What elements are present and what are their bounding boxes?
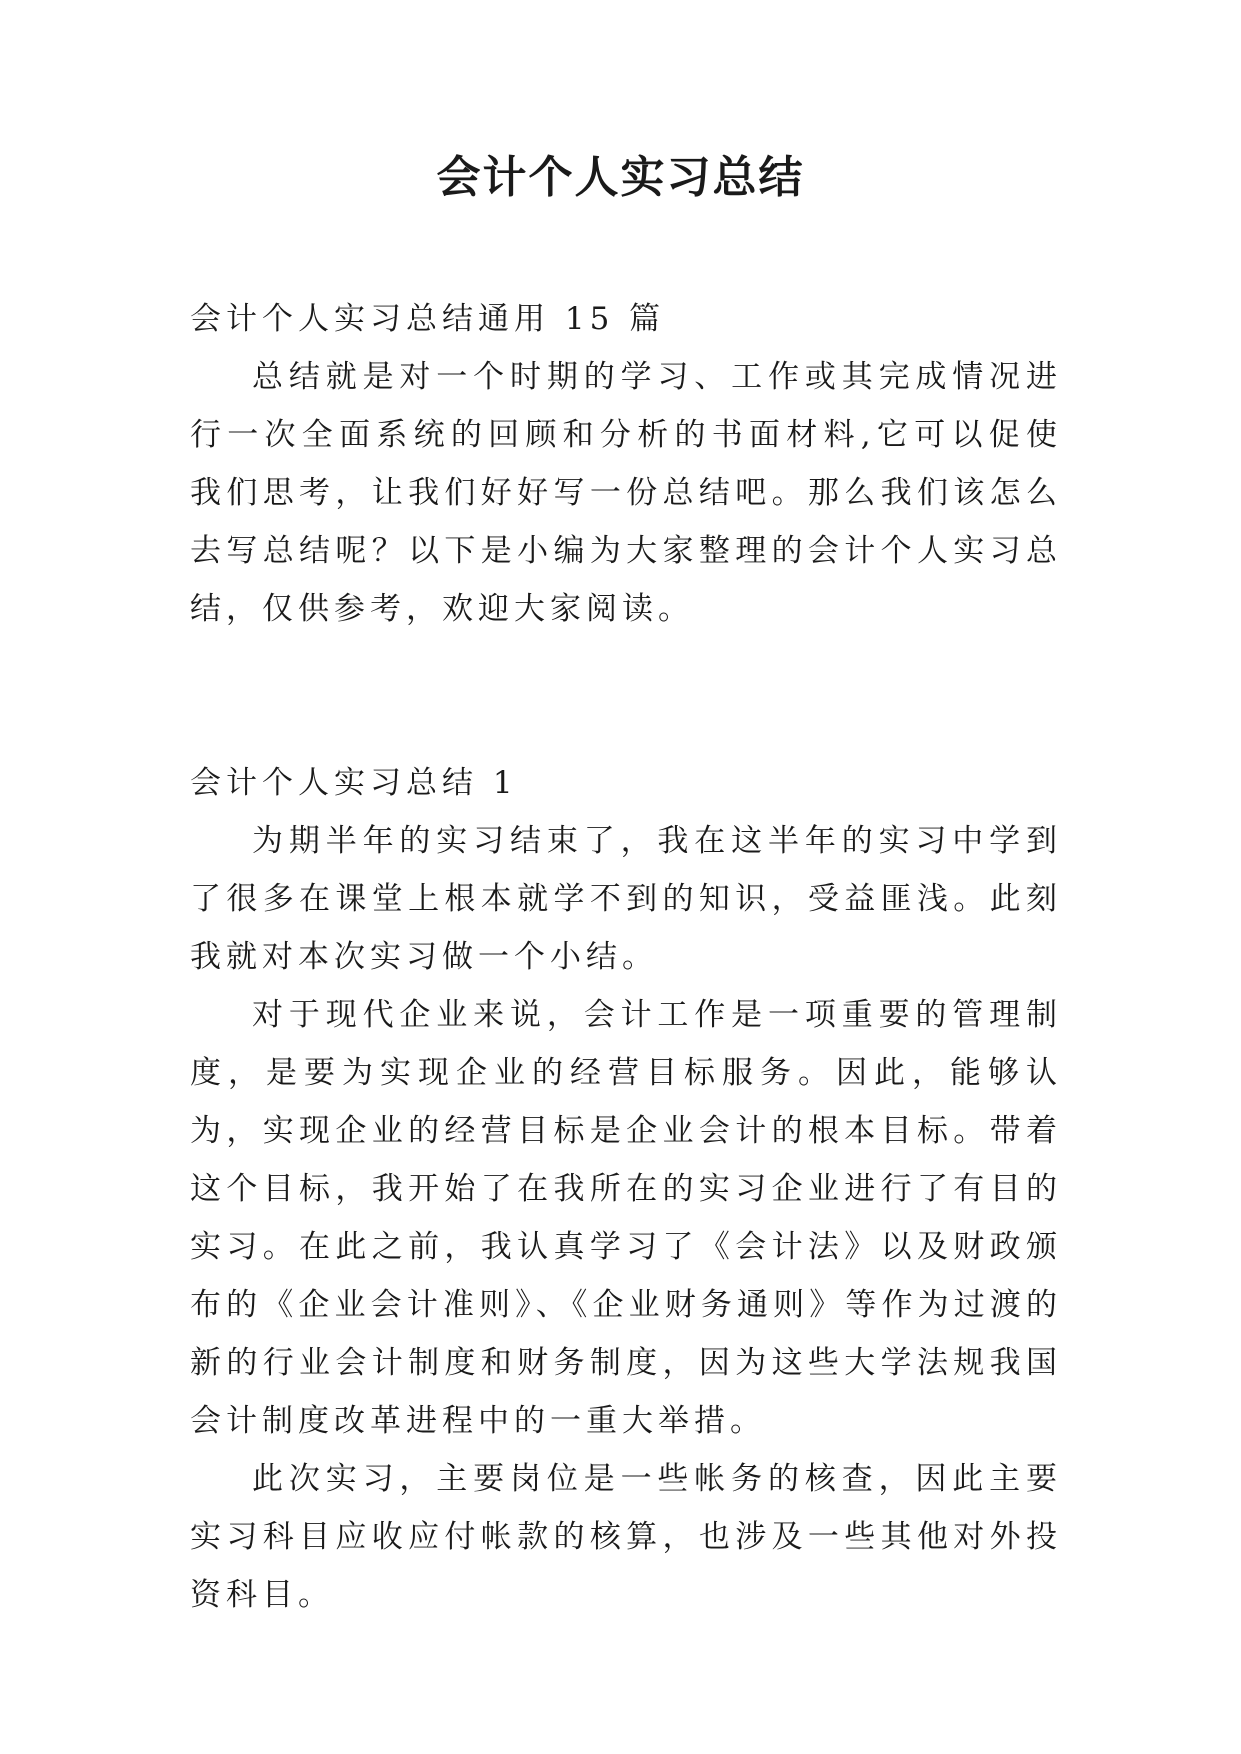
section-heading: 会计个人实习总结 1 [190, 765, 518, 801]
document-title: 会计个人实习总结 [436, 152, 805, 203]
document-body [190, 290, 1062, 1624]
section-paragraph-3: 此次实习，主要岗位是一些帐务的核查，因此主要实习科目应收应付帐款的核算，也涉及一些其他对外投资科目。 [190, 1461, 1062, 1613]
intro-subtitle: 会计个人实习总结通用 15 篇 [190, 301, 666, 337]
section-paragraph-1: 为期半年的实习结束了，我在这半年的实习中学到了很多在课堂上根本就学不到的知识，受益匪浅。此刻我就对本次实习做一个小结。 [190, 823, 1062, 975]
intro-paragraph: 总结就是对一个时期的学习、工作或其完成情况进行一次全面系统的回顾和分析的书面材料,它可以促使我们思考，让我们好好写一份总结吧。那么我们该怎么去写总结呢？以下是小编为大家整理的会计个人实习总结，仅供参考，欢迎大家阅读。 [190, 359, 1062, 627]
section-spacer [190, 638, 1062, 754]
section-paragraph-2: 对于现代企业来说，会计工作是一项重要的管理制度，是要为实现企业的经营目标服务。因此，能够认为，实现企业的经营目标是企业会计的根本目标。带着这个目标，我开始了在我所在的实习企业进行了有目的实习。在此之前，我认真学习了《会计法》以及财政颁布的《企业会计准则》、《企业财务通则》等作为过渡的新的行业会计制度和财务制度，因为这些大学法规我国会计制度改革进程中的一重大举措。 [190, 997, 1062, 1439]
